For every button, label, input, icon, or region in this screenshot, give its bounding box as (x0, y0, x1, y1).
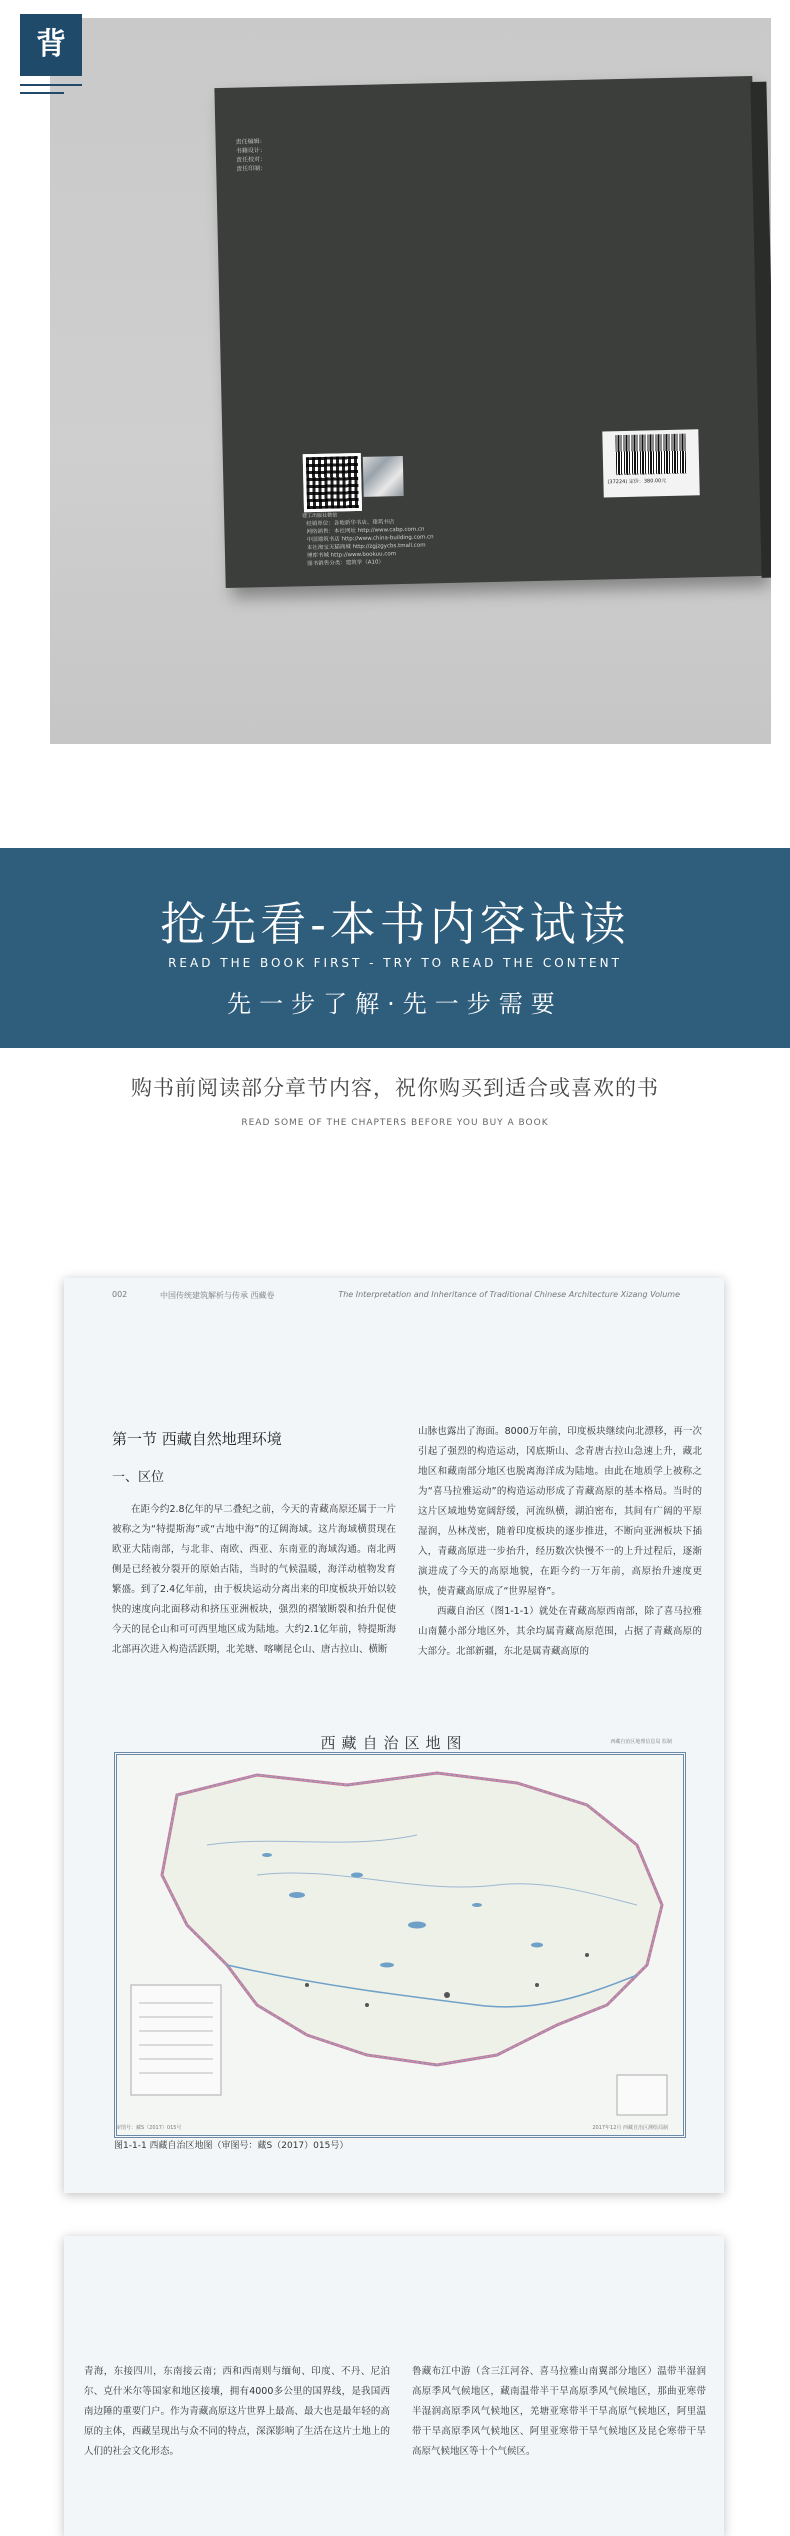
paragraph: 鲁藏布江中游（含三江河谷、喜马拉雅山南翼部分地区）温带半湿润高原季风气候地区，藏南温带半干旱高原季风气候地区，那曲亚寒带半湿润高原季风气候地区，羌塘亚寒带半干旱高原气候地区，阿里温带干旱高原季风气候地区、阿里亚寒带干旱气候地区及昆仑寒带干旱高原气候地区等十个气候区。 (412, 2366, 706, 2457)
publisher-line: 图书销售分类：建筑学（A10） (307, 559, 385, 568)
map-date: 2017年12月 西藏自治区测绘局制 (592, 2125, 668, 2131)
banner-slogan: 先一步了解·先一步需要 (227, 990, 563, 1018)
qr-code-icon (303, 453, 362, 512)
publisher-line: 中国建筑书店 http://www.china-building.com.cn (306, 534, 434, 544)
left-column (84, 2362, 390, 2462)
right-column (412, 2362, 706, 2462)
book-spine (750, 82, 771, 578)
left-column (112, 1500, 396, 1660)
sample-page-1 (64, 1278, 724, 2193)
credit-line: 责任印制： (236, 165, 267, 173)
page-chapter-header: 中国传统建筑解析与传承 西藏卷 (160, 1291, 275, 1300)
publisher-line: 本社淘宝天猫商城 http://zgjzgycbs.tmall.com (306, 542, 426, 552)
intro-text: 购书前阅读部分章节内容，祝你购买到适合或喜欢的书 (131, 1076, 659, 1100)
map-title: 西藏自治区地图 (320, 1734, 468, 1752)
figure-caption: 图1-1-1 西藏自治区地图（审图号：藏S（2017）015号） (114, 2141, 349, 2151)
barcode-label (602, 429, 699, 497)
publisher-line: 网络销售：本社网址 http://www.cabp.com.cn (306, 526, 425, 536)
qr-label: 建工出版社微信 (302, 512, 338, 520)
page-english-header: The Interpretation and Inheritance of Traditional Chinese Architecture Xizang Volume (338, 1290, 680, 1299)
publisher-line: 博库书城 http://www.bookuu.com (306, 551, 397, 560)
banner-subtitle: READ THE BOOK FIRST - TRY TO READ THE CONTENT (168, 956, 622, 970)
credits-block (236, 137, 267, 174)
sample-page-2 (64, 2236, 724, 2536)
hologram-sticker-icon (363, 456, 404, 497)
tag-underline (20, 84, 82, 86)
map-illustration (117, 1755, 683, 2135)
section-title: 第一节 西藏自然地理环境 (112, 1430, 282, 1448)
paragraph: 青海，东接四川，东南接云南；西和西南则与缅甸、印度、不丹、尼泊尔、克什米尔等国家和地区接壤，拥有4000多公里的国界线，是我国西南边陲的重要门户。作为青藏高原这片世界上最高、最大也是最年轻的高原的主体，西藏呈现出与众不同的特点，深深影响了生活在这片土地上的人们的社会文化形态。 (84, 2366, 390, 2457)
price-text: (37224) 定价：380.00元 (607, 478, 667, 486)
credit-line: 责任编辑： (235, 138, 266, 146)
barcode-icon (615, 434, 686, 476)
right-column (418, 1422, 702, 1662)
map-note: 西藏自治区地理信息局 监制 (610, 1739, 672, 1745)
back-cover-photo (50, 18, 771, 744)
publisher-line: 经销单位：各地新华书店、建筑书店 (306, 519, 395, 528)
tibet-map (114, 1752, 686, 2138)
publisher-info (306, 517, 434, 568)
subsection-title: 一、区位 (112, 1470, 165, 1485)
page-header (112, 1290, 680, 1304)
page-number: 002 (112, 1290, 128, 1299)
banner-title: 抢先看-本书内容试读 (160, 897, 630, 951)
map-code: 审图号：藏S（2017）015号 (116, 2125, 182, 2131)
intro-english: READ SOME OF THE CHAPTERS BEFORE YOU BUY A BOOK (241, 1118, 549, 1128)
credit-line: 责任校对： (235, 156, 267, 164)
tag-underline-short (20, 92, 64, 94)
paragraph: 西藏自治区（图1-1-1）就处在青藏高原西南部，除了喜马拉雅山南麓小部分地区外，其余均属青藏高原范围，占据了青藏高原的大部分。北部新疆，东北是属青藏高原的 (418, 1606, 702, 1657)
book-back-cover (214, 76, 763, 588)
tag-label: 背 (36, 27, 66, 62)
credit-line: 书籍设计： (235, 147, 266, 155)
back-cover-tag (20, 14, 82, 76)
preview-banner (0, 848, 790, 1048)
paragraph: 山脉也露出了海面。8000万年前，印度板块继续向北漂移，再一次引起了强烈的构造运动，冈底斯山、念青唐古拉山急速上升，藏北地区和藏南部分地区也脱离海洋成为陆地。由此在地质学上被称之为“喜马拉雅运动”的构造运动形成了青藏高原的基本格局。当时的这片区域地势宽阔舒缓，河流纵横，湖泊密布，其间有广阔的平原湿润，丛林茂密，随着印度板块的逐步推进，不断向亚洲板块下插入，青藏高原进一步抬升，经历数次快慢不一的上升过程后，逐渐演进成了今天的高原地貌，在距今约一万年前，高原抬升速度更快，使青藏高原成了“世界屋脊”。 (418, 1426, 702, 1597)
paragraph: 在距今约2.8亿年的早二叠纪之前，今天的青藏高原还属于一片被称之为“特提斯海”或“古地中海”的辽阔海域。这片海域横贯现在欧亚大陆南部，与北非、南欧、西亚、东南亚的海域沟通。南北两侧是已经被分裂开的原始古陆，当时的气候温暖，海洋动植物发育繁盛。到了2.4亿年前，由于板块运动分离出来的印度板块开始以较快的速度向北面移动和挤压亚洲板块，强烈的褶皱断裂和抬升促使今天的昆仑山和可可西里地区成为陆地。大约2.1亿年前，特提斯海北部再次进入构造活跃期，北羌塘、喀喇昆仑山、唐古拉山、横断 (112, 1504, 396, 1655)
